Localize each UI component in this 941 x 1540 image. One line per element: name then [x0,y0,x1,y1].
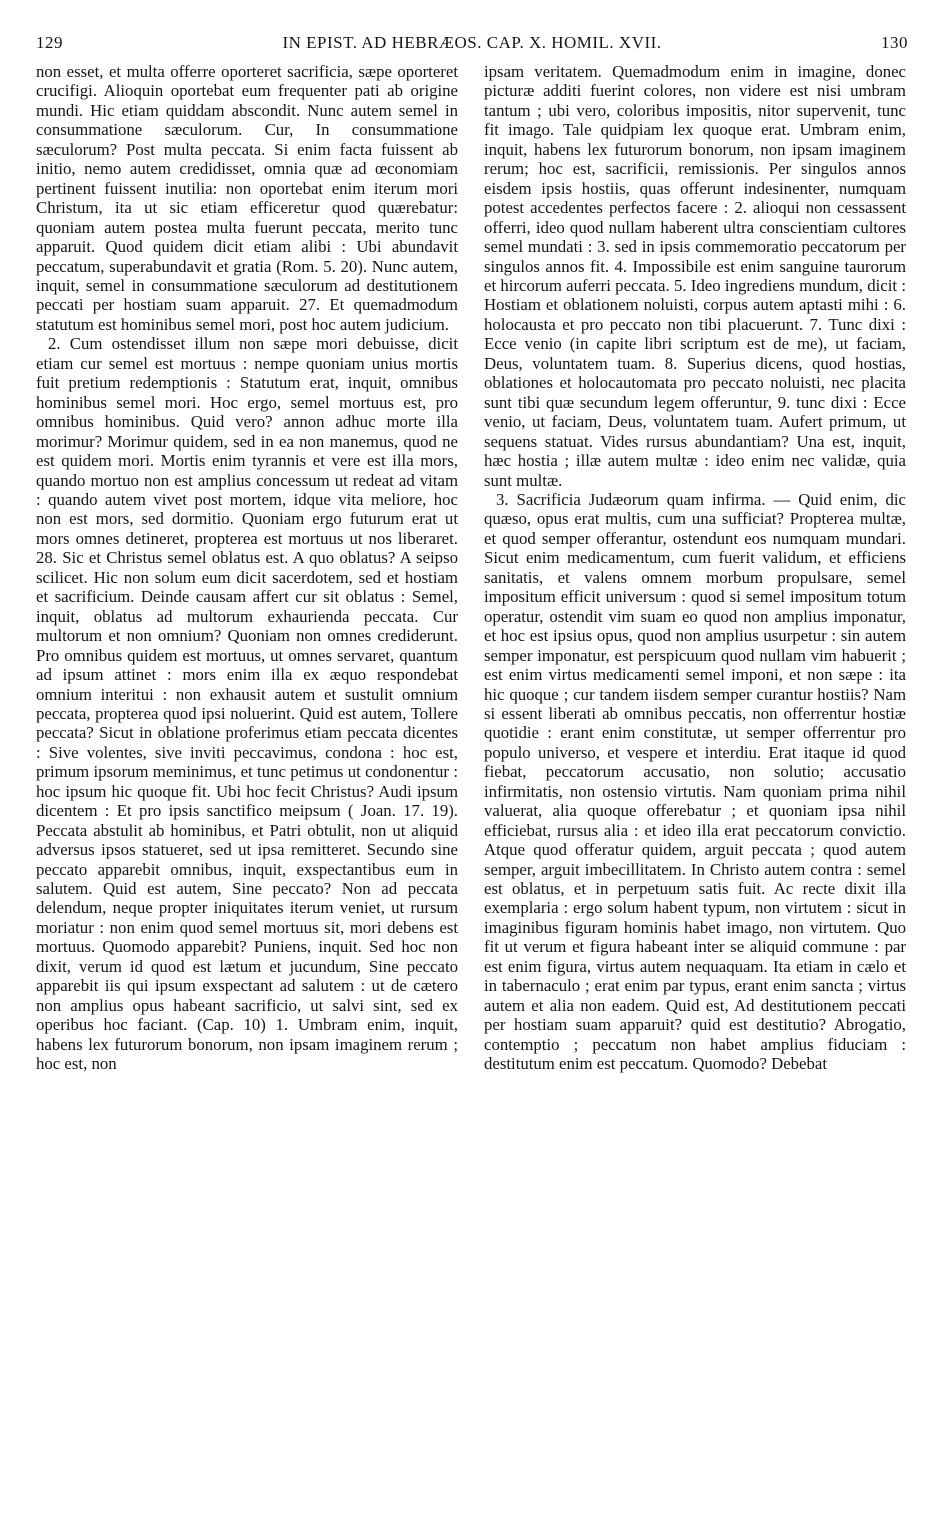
running-header [36,33,908,55]
right-column [484,62,906,1074]
paragraph: non esset, et multa offerre oporteret sacrificia, sæpe oporteret crucifigi. Alioquin oportebat eum frequenter pati ab origine mundi. Hic etiam quiddam abscondit. Nunc autem semel in consummatione sæculorum. Cur, In consummatione sæculorum? Post multa peccata. Si enim facta fuissent ab initio, nemo autem credidisset, omnia quæ ad œconomiam pertinent fuissent inutilia: non oportebat enim iterum mori Christum, ita ut sic etiam efficeretur quod quærebatur: quoniam autem postea multa fuerunt peccata, merito tunc apparuit. Quod quidem dicit etiam alibi : Ubi abundavit peccatum, superabundavit et gratia (Rom. 5. 20). Nunc autem, inquit, semel in consummatione sæculorum ad destitutionem peccati per hostiam suam apparuit. 27. Et quemadmodum statutum est hominibus semel mori, post hoc autem judicium. [36,62,458,334]
paragraph: 3. Sacrificia Judæorum quam infirma. — Quid enim, dic quæso, opus erat multis, cum una sufficiat? Propterea multæ, et quod semper offerantur, ostendunt eos numquam mundari. Sicut enim medicamentum, cum fuerit validum, et efficiens sanitatis, et valens omnem morbum propulsare, semel impositum efficit universum : quod si semel impositum totum operatur, ostendit vim suam eo quod non amplius imponatur, et hoc est ipsius opus, quod non amplius usurpetur : sin autem semper imponatur, est perspicuum quod nullam vim habuerit ; est enim virtus medicamenti semel imponi, et non sæpe : ita hic quoque ; cur tandem iisdem semper curantur hostiis? Nam si essent liberati ab omnibus peccatis, non offerrentur hostiæ quotidie : erant enim constitutæ, ut semper offerrentur pro populo universo, et vespere et interdiu. Erat itaque id quod fiebat, peccatorum accusatio, non solutio; accusatio infirmitatis, non ostensio virtutis. Nam quoniam prima nihil valuerat, alia quoque offerebatur ; et quoniam ipsa nihil efficiebat, rursus alia : et ideo illa erat peccatorum convictio. Atque quod offeratur quidem, arguit peccata ; quod autem semper, arguit imbecillitatem. In Christo autem contra : semel est oblatus, et in perpetuum satis fuit. Ac recte dixit illa exemplaria : ergo solum habent typum, non virtutem : sicut in imaginibus figuram hominis habet imago, non virtutem. Quo fit ut verum et figura habeant inter se aliquid commune : par est enim figura, virtus autem nequaquam. Ita etiam in cælo et in tabernaculo ; erat enim par typus, erant enim sancta ; virtus autem et alia non eadem. Quid est, Ad destitutionem peccati per hostiam suam apparuit? quid est destitutio? Abrogatio, contemptio ; peccatum non habet amplius fiduciam : destitutum enim est peccatum. Quomodo? Debebat [484,489,906,1074]
running-title: IN EPIST. AD HEBRÆOS. CAP. X. HOMIL. XVII. [282,33,662,52]
page-number-left: 129 [36,33,63,52]
page-number-right: 130 [881,33,908,52]
paragraph: 2. Cum ostendisset illum non sæpe mori debuisse, dicit etiam cur semel est mortuus : nempe quoniam unius mortis fuit pretium redemptionis : Statutum erat, inquit, omnibus hominibus semel mori. Hoc ergo, semel mortuus est, pro omnibus hominibus. Quid vero? annon adhuc morte illa morimur? Morimur quidem, sed in ea non manemus, quod ne est quidem mori. Mortis enim tyrannis et vere est illa mors, quando mortuo non est amplius concessum ut redeat ad vitam : quando autem vivet post mortem, idque vita meliore, hoc non est mors, sed dormitio. Quoniam ergo futurum erat ut mors omnes detineret, propterea est mortuus ut nos liberaret. 28. Sic et Christus semel oblatus est. A quo oblatus? A seipso scilicet. Hic non solum eum dicit sacerdotem, sed et hostiam et sacrificium. Deinde causam affert cur sit oblatus : Semel, inquit, oblatus ad multorum exhaurienda peccata. Cur multorum et non omnium? Quoniam non omnes crediderunt. Pro omnibus quidem est mortuus, ut omnes servaret, quantum ad ipsum attinet : mors enim illa ex æquo respondebat omnium interitui : non exhausit autem et sustulit omnium peccata, propterea quod ipsi noluerint. Quid est autem, Tollere peccata? Sicut in oblatione proferimus etiam peccata dicentes : Sive volentes, sive inviti peccavimus, condona : hoc est, primum ipsorum meminimus, et tunc petimus ut condonentur : hoc ipsum hic quoque fit. Ubi hoc fecit Christus? Audi ipsum dicentem : Et pro ipsis sanctifico meipsum ( Joan. 17. 19). Peccata abstulit ab hominibus, et Patri obtulit, non ut aliquid adversus ipsos statueret, sed ut ipsa remitteret. Secundo sine peccato apparebit omnibus, inquit, exspectantibus eum in salutem. Quid est autem, Sine peccato? Non ad peccata delendum, neque propter iniquitates iterum veniet, ut rursum moriatur : non enim quod semel mortuus sit, mori debens est mortuus. Quomodo apparebit? Puniens, inquit. Sed hoc non dixit, verum id quod est lætum et jucundum, Sine peccato apparebit iis qui ipsum exspectant ad salutem : ut de cætero non amplius opus habeant sacrificio, ut salvi sint, sed ex operibus hoc faciant. (Cap. 10) 1. Umbram enim, inquit, habens lex futurorum bonorum, non ipsam imaginem rerum ; hoc est, non [36,334,458,1074]
left-column [36,62,458,1074]
paragraph: ipsam veritatem. Quemadmodum enim in imagine, donec picturæ additi fuerint colores, non videre est nisi umbram tantum ; ubi vero, coloribus impositis, nitor supervenit, tunc fit imago. Tale quidpiam lex quoque erat. Umbram enim, inquit, habens lex futurorum bonorum, non ipsam imaginem rerum; hoc est, sacrificii, remissionis. Per singulos annos eisdem ipsis hostiis, quas offerunt indesinenter, numquam potest accedentes perfectos facere : 2. alioqui non cessassent offerri, ideo quod nullam haberent ultra conscientiam cultores semel mundati : 3. sed in ipsis commemoratio peccatorum per singulos annos fit. 4. Impossibile est enim sanguine taurorum et hircorum auferri peccata. 5. Ideo ingrediens mundum, dicit : Hostiam et oblationem noluisti, corpus autem aptasti mihi : 6. holocausta et pro peccato non tibi placuerunt. 7. Tunc dixi : Ecce venio (in capite libri scriptum est de me), ut faciam, Deus, voluntatem tuam. 8. Superius dicens, quod hostias, oblationes et holocautomata pro peccato noluisti, nec placita sunt tibi quæ secundum legem offeruntur, 9. tunc dixi : Ecce venio, ut faciam, Deus, voluntatem tuam. Aufert primum, ut sequens statuat. Vides rursus abundantiam? Una est, inquit, hæc hostia ; illæ autem multæ : ideo enim nec validæ, quia sunt multæ. [484,62,906,490]
